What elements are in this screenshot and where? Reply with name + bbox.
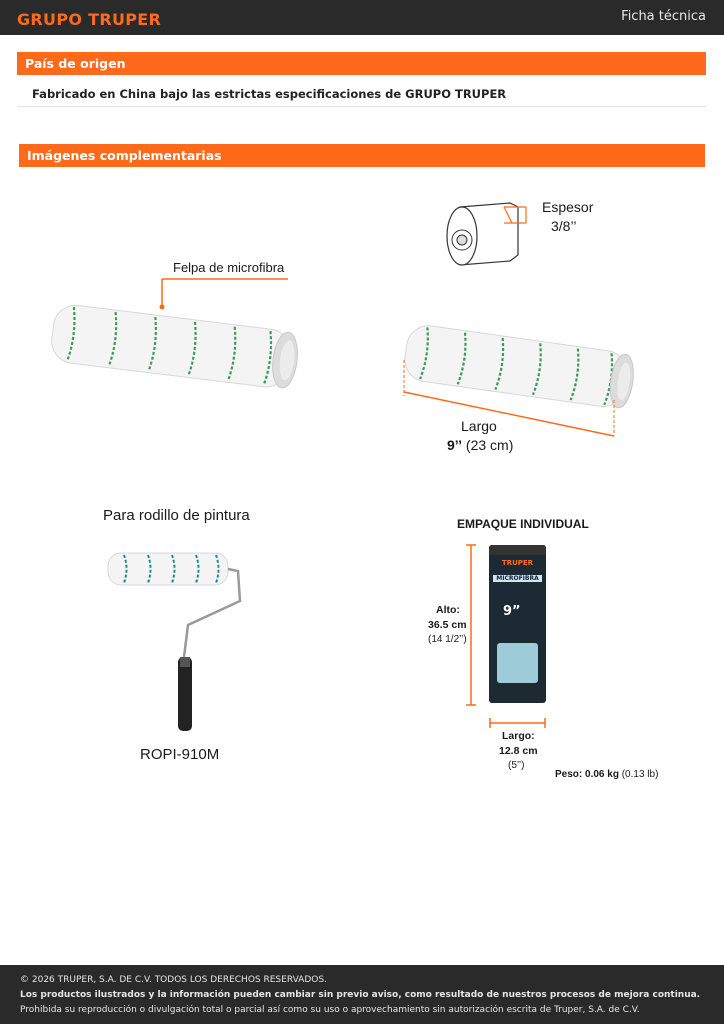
pack-largo-label: Largo: — [502, 730, 535, 742]
footer-notice: Los productos ilustrados y la información pueden cambiar sin previo aviso, como resultado de nuestros procesos de mejora continua. — [20, 990, 701, 1000]
roller-cover-image — [40, 255, 310, 405]
largo-inches: 9’’ — [447, 437, 463, 453]
largo-cm: (23 cm) — [462, 437, 514, 453]
document-type: Ficha técnica — [621, 9, 706, 24]
largo-label: Largo — [461, 418, 497, 434]
peso-kg: 0.06 kg — [582, 769, 619, 780]
pack-largo-in: (5’’) — [508, 760, 525, 771]
empaque-title: EMPAQUE INDIVIDUAL — [457, 517, 589, 531]
model-number: ROPI-910M — [140, 746, 220, 763]
paint-roller-image — [100, 545, 250, 740]
brand-logo: GRUPO TRUPER — [17, 10, 162, 29]
espesor-label: Espesor — [542, 199, 594, 215]
largo-value-group — [447, 437, 513, 453]
peso-group — [555, 769, 658, 780]
package-image — [489, 545, 546, 703]
section-images-title: Imágenes complementarias — [19, 144, 705, 167]
section-origin-title: País de origen — [17, 52, 706, 75]
package-word: MICROFIBRA — [493, 575, 542, 582]
pack-largo-cm: 12.8 cm — [499, 745, 538, 757]
origin-text: Fabricado en China bajo las estrictas especificaciones de GRUPO TRUPER — [17, 82, 706, 107]
roller-length-diagram — [395, 310, 645, 450]
alto-cm: 36.5 cm — [428, 619, 467, 631]
alto-in: (14 1/2’’) — [428, 634, 467, 645]
top-bar — [0, 0, 724, 35]
para-rodillo-label: Para rodillo de pintura — [103, 507, 250, 524]
footer — [0, 965, 724, 1024]
footer-copyright: © 2026 TRUPER, S.A. DE C.V. TODOS LOS DERECHOS RESERVADOS. — [20, 975, 327, 985]
package-size: 9” — [503, 604, 521, 619]
espesor-value: 3/8’’ — [551, 218, 577, 234]
package-brand: TRUPER — [501, 559, 534, 567]
peso-lb: (0.13 lb) — [618, 769, 659, 780]
alto-label: Alto: — [436, 604, 460, 616]
roller-thickness-diagram — [440, 195, 550, 275]
peso-label: Peso: — [555, 769, 583, 780]
felpa-label: Felpa de microfibra — [173, 260, 285, 275]
footer-prohibition: Prohibida su reproducción o divulgación total o parcial así como su uso o aprovechamiento sin autorización escrita de Truper, S.A. de C.V. — [20, 1005, 640, 1015]
